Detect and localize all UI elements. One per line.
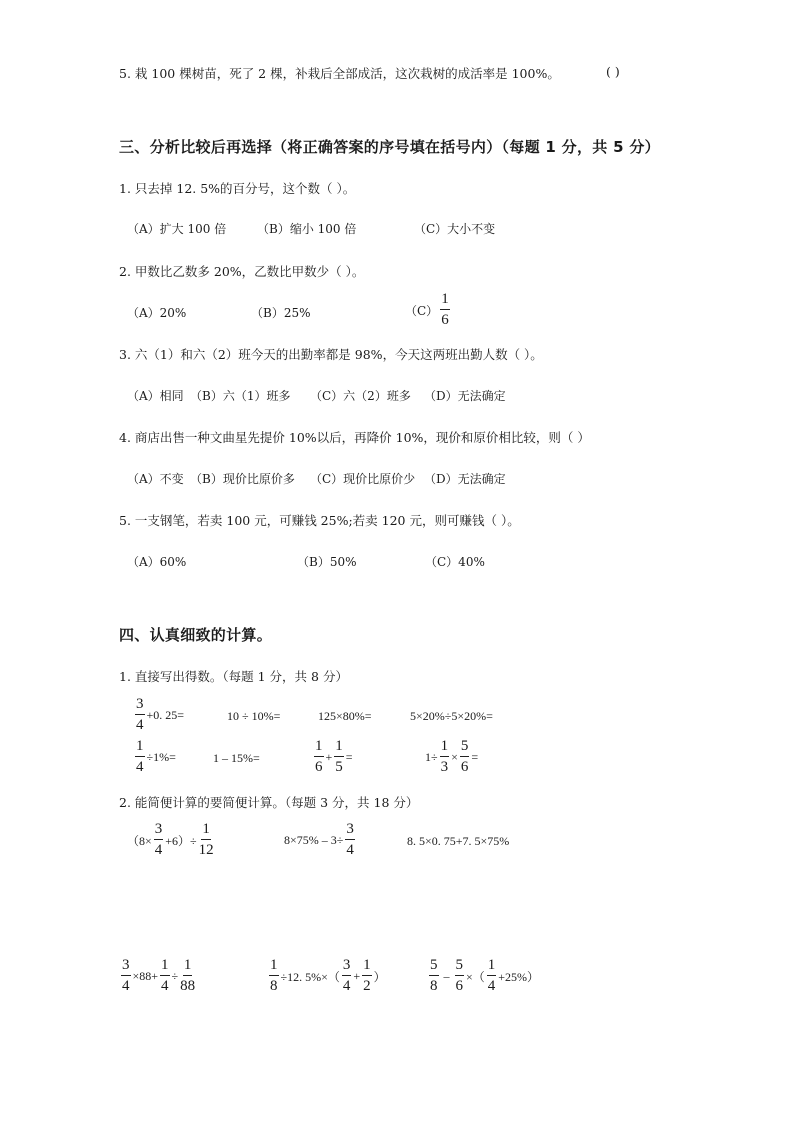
numerator: 1 (362, 958, 372, 976)
expression-post: ） (373, 969, 386, 984)
denominator: 88 (180, 978, 196, 994)
expression: 1 – 15%= (213, 751, 260, 765)
option-d[interactable]: （D）无法确定 (424, 472, 506, 486)
fraction (429, 958, 439, 994)
expression-rest: +0. 25= (146, 707, 185, 722)
denominator: 6 (455, 978, 463, 994)
numerator: 3 (342, 958, 352, 976)
denominator: 4 (342, 978, 351, 994)
numerator: 5 (460, 739, 470, 757)
operator: + (325, 749, 333, 764)
denominator: 4 (122, 978, 130, 994)
part-label: 1. 直接写出得数。（每题 1 分，共 8 分） (119, 669, 348, 684)
option-c[interactable]: （C）大小不变 (414, 222, 496, 236)
option-c[interactable]: （C）40% (425, 555, 485, 569)
numerator: 5 (455, 958, 465, 976)
denominator: 5 (335, 759, 343, 775)
operator: ÷12. 5%×（ (280, 969, 340, 984)
numerator: 1 (440, 292, 450, 310)
operator: ×88+ (132, 968, 159, 983)
option-c[interactable] (405, 292, 452, 328)
option-c[interactable]: （C）现价比原价少 (310, 472, 416, 486)
expression-pre: （8× (127, 833, 152, 848)
section-title: 三、分析比较后再选择（将正确答案的序号填在括号内）（每题 1 分，共 5 分） (119, 138, 660, 156)
fraction (314, 739, 324, 775)
option-c[interactable]: （C）六（2）班多 (310, 389, 411, 403)
expression: 10 ÷ 10%= (227, 709, 281, 723)
expression (425, 739, 478, 775)
numerator: 1 (201, 822, 211, 840)
denominator: 4 (346, 842, 354, 858)
option-b[interactable]: （B）25% (251, 306, 311, 320)
part-label: 2. 能简便计算的要简便计算。（每题 3 分，共 18 分） (119, 795, 419, 810)
expression (312, 739, 353, 775)
fraction (440, 739, 450, 775)
numerator: 1 (183, 958, 193, 976)
option-b[interactable]: （B）50% (297, 555, 357, 569)
denominator: 6 (315, 759, 323, 775)
fraction (154, 822, 164, 858)
question-text: 3. 六（1）和六（2）班今天的出勤率都是 98%，今天这两班出勤人数（ ）。 (119, 347, 543, 362)
fraction (345, 822, 355, 858)
option-b[interactable]: （B）缩小 100 倍 (257, 222, 357, 236)
option-a[interactable]: （A）相同 (127, 389, 184, 403)
numerator: 3 (121, 958, 131, 976)
denominator: 4 (154, 842, 163, 858)
question-text: 1. 只去掉 12. 5%的百分号，这个数（ ）。 (119, 181, 356, 196)
question-text: 5. 一支钢笔，若卖 100 元，可赚钱 25%;若卖 120 元，则可赚钱（ ）。 (119, 513, 520, 528)
denominator: 4 (136, 717, 144, 733)
fraction (135, 739, 145, 775)
fraction (180, 958, 195, 994)
operator: – (440, 968, 453, 983)
expression (284, 822, 357, 858)
numerator: 1 (269, 958, 279, 976)
denominator: 12 (198, 842, 214, 858)
option-b[interactable]: （B）现价比原价多 (190, 472, 295, 486)
numerator: 1 (334, 739, 344, 757)
expression-rest: ÷1%= (146, 749, 176, 764)
option-c-label: （C） (405, 303, 439, 318)
question-text: 2. 甲数比乙数多 20%，乙数比甲数少（ ）。 (119, 264, 365, 279)
fraction (342, 958, 352, 994)
fraction (455, 958, 465, 994)
expression (267, 958, 386, 994)
denominator: 6 (460, 759, 469, 775)
denominator: 8 (430, 978, 438, 994)
denominator: 2 (363, 978, 371, 994)
expression-post: +25%） (498, 969, 540, 984)
option-a[interactable]: （A）60% (127, 555, 187, 569)
fraction (334, 739, 344, 775)
numerator: 1 (160, 958, 170, 976)
denominator: 8 (270, 978, 278, 994)
numerator: 3 (345, 822, 355, 840)
fraction (487, 958, 497, 994)
operator: × (451, 749, 458, 764)
fraction (121, 958, 131, 994)
fraction (135, 697, 145, 733)
option-a[interactable]: （A）20% (127, 306, 187, 320)
option-b[interactable]: （B）六（1）班多 (190, 389, 291, 403)
expression: 125×80%= (318, 709, 372, 723)
fraction (460, 739, 470, 775)
expression (427, 958, 539, 994)
option-d[interactable]: （D）无法确定 (424, 389, 506, 403)
expression: 8. 5×0. 75+7. 5×75% (407, 834, 510, 848)
denominator: 6 (441, 312, 449, 328)
denominator: 4 (136, 759, 144, 775)
answer-blank[interactable]: ( ) (606, 64, 620, 79)
expression-pre: 1÷ (425, 749, 438, 764)
numerator: 5 (429, 958, 439, 976)
fraction (440, 292, 450, 328)
numerator: 1 (135, 739, 145, 757)
numerator: 1 (314, 739, 324, 757)
expression (133, 739, 176, 775)
operator: + (353, 968, 361, 983)
fraction (199, 822, 214, 858)
denominator: 3 (440, 759, 449, 775)
operator: ×（ (466, 969, 485, 984)
fraction (269, 958, 279, 994)
expression (133, 697, 184, 733)
numerator: 1 (440, 739, 450, 757)
numerator: 3 (135, 697, 145, 715)
expression-rest: = (345, 749, 353, 764)
numerator: 3 (154, 822, 164, 840)
question-text: 4. 商店出售一种文曲星先提价 10%以后，再降价 10%，现价和原价相比较，则（ ） (119, 430, 590, 445)
expression-mid: +6）÷ (165, 833, 197, 848)
denominator: 4 (487, 978, 496, 994)
option-a[interactable]: （A）不变 (127, 472, 184, 486)
numerator: 1 (487, 958, 497, 976)
fraction (362, 958, 372, 994)
expression: 5×20%÷5×20%= (410, 709, 493, 723)
expression-rest: = (471, 749, 479, 764)
fraction (160, 958, 170, 994)
expression-pre: 8×75% – 3÷ (284, 832, 344, 847)
question-text: 5. 栽 100 棵树苗，死了 2 棵，补栽后全部成活，这次栽树的成活率是 100%。 (119, 66, 560, 81)
option-a[interactable]: （A）扩大 100 倍 (127, 222, 227, 236)
expression (119, 958, 197, 994)
section-title: 四、认真细致的计算。 (119, 626, 273, 644)
expression (127, 822, 216, 858)
operator: ÷ (171, 968, 179, 983)
denominator: 4 (161, 978, 169, 994)
